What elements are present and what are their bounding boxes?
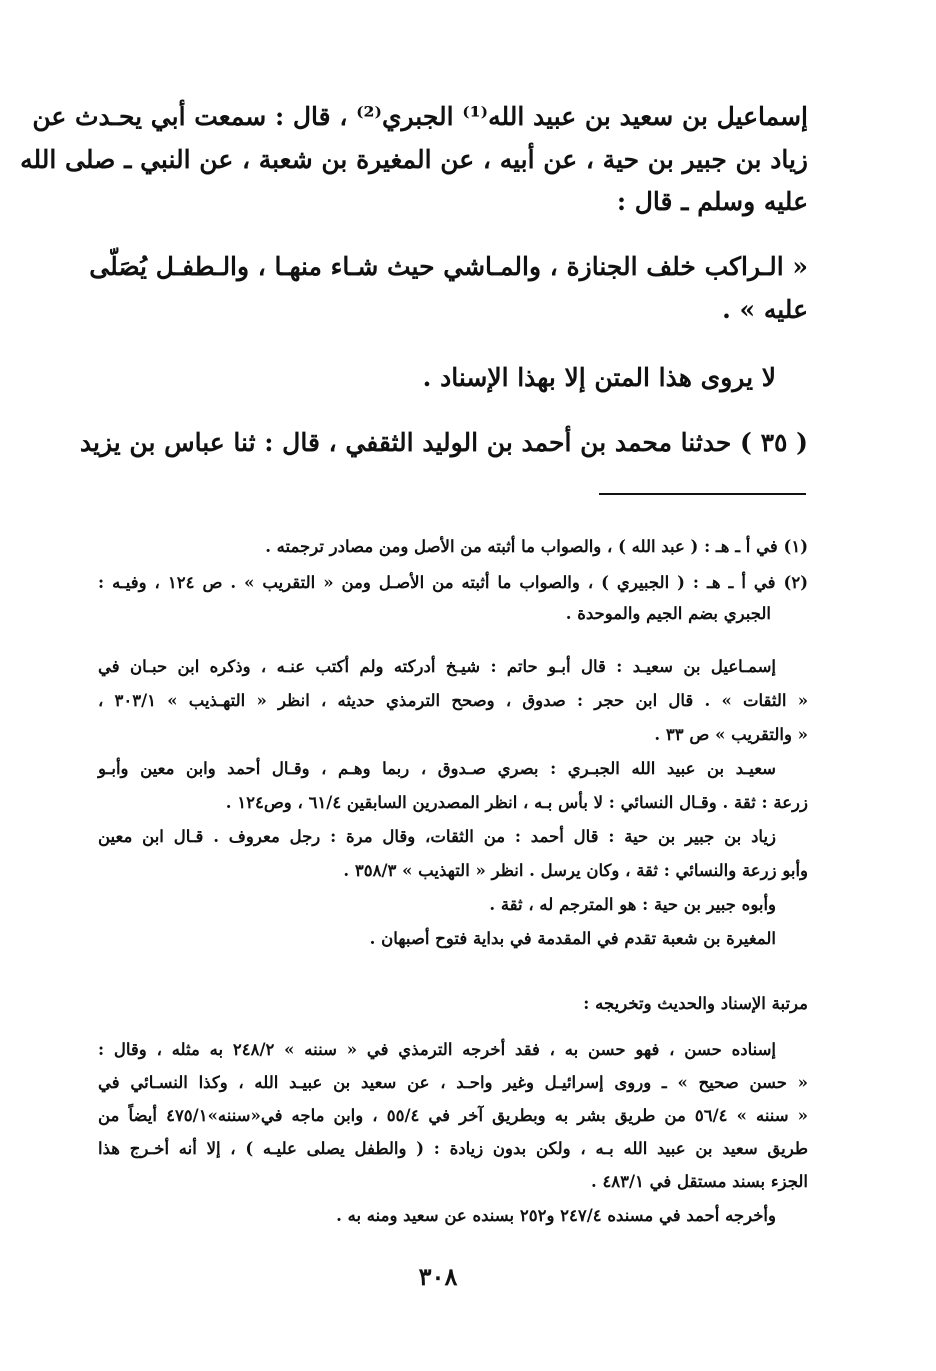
- hadith-text-line-1: « الـراكب خلف الجنازة ، والمـاشي حيث شـاء منهـا ، والـطفـل يُصَلّى: [89, 252, 808, 281]
- biography-line-9: المغيرة بن شعبة تقدم في المقدمة في بداية فتوح أصبهان .: [369, 929, 776, 948]
- comment-line: لا يروى هذا المتن إلا بهذا الإسناد .: [422, 363, 776, 392]
- footnote-2-line-1: (٢) في أ ـ هـ : ( الجبيري ) ، والصواب ما أثبته من الأصـل ومن « التقريب » . ص ١٢٤ ، وفيـه :: [98, 573, 808, 592]
- footnote-separator: [599, 493, 806, 495]
- biography-line-4: سعيـد بن عبيد الله الجبـري : بصري صـدوق ، ربما وهـم ، وقـال أحمد وابن معين وأبـو: [98, 759, 776, 778]
- grading-line-2: « حسن صحيح » ـ وروى إسرائيـل وغير واحـد ، عن سعيد بن عبيـد الله ، وكذا النسـائي في: [98, 1073, 808, 1092]
- grading-line-4: طريق سعيد بن عبيد الله بـه ، ولكن بدون زيادة : ( والطفل يصلى عليـه ) ، إلا أنه أخـرج هذا: [98, 1139, 808, 1158]
- biography-line-3: « والتقريب » ص ٣٣ .: [654, 725, 808, 744]
- biography-line-1: إسمـاعيل بن سعيـد : قال أبـو حاتم : شيـخ أدركته ولم أكتب عنـه ، وذكره ابن حبـان في: [98, 657, 776, 676]
- biography-line-7: وأبو زرعة والنسائي : ثقة ، وكان يرسل . انظر « التهذيب » ٣٥٨/٣ .: [343, 861, 808, 880]
- body-line-3: عليه وسلم ـ قال :: [616, 187, 808, 216]
- grading-line-1: إسناده حسن ، فهو حسن به ، فقد أخرجه الترمذي في « سننه » ٢٤٨/٢ به مثله ، وقال :: [98, 1040, 776, 1059]
- grading-line-6: وأخرجه أحمد في مسنده ٢٤٧/٤ و٢٥٢ بسنده عن سعيد ومنه به .: [336, 1206, 776, 1225]
- biography-line-5: زرعة : ثقة . وقـال النسائي : لا بأس بـه ، انظر المصدرين السابقين ٦١/٤ ، وص١٢٤ .: [225, 793, 808, 812]
- next-hadith-line: ( ٣٥ ) حدثنا محمد بن أحمد بن الوليد الثقفي ، قال : ثنا عباس بن يزيد: [79, 428, 808, 457]
- footnote-2-line-2: الجبري بضم الجيم والموحدة .: [565, 604, 771, 623]
- body-line-2: زياد بن جبير بن حية ، عن أبيه ، عن المغيرة بن شعبة ، عن النبي ـ صلى الله: [20, 145, 808, 174]
- biography-line-8: وأبوه جبير بن حية : هو المترجم له ، ثقة .: [489, 895, 776, 914]
- grading-line-5: الجزء بسند مستقل في ٤٨٣/١ .: [590, 1172, 808, 1191]
- grading-heading: مرتبة الإسناد والحديث وتخريجه :: [583, 994, 808, 1013]
- biography-line-6: زياد بن جبير بن حية : قال أحمد : من الثقات، وقال مرة : رجل معروف . قـال ابن معين: [98, 827, 776, 846]
- biography-line-2: « الثقات » . قال ابن حجر : صدوق ، وصحح الترمذي حديثه ، انظر « التهـذيب » ٣٠٣/١ ،: [98, 691, 809, 710]
- body-line-1: إسماعيل بن سعيد بن عبيد الله⁽¹⁾ الجبري⁽²⁾ ، قال : سمعت أبي يحـدث عن: [32, 102, 808, 131]
- grading-line-3: « سننه » ٥٦/٤ من طريق بشر به وبطريق آخر في ٥٥/٤ ، وابن ماجه في«سننه»٤٧٥/١ أيضاً من: [98, 1106, 808, 1125]
- footnote-1: (١) في أ ـ هـ : ( عبد الله ) ، والصواب ما أثبته من الأصل ومن مصادر ترجمته .: [265, 537, 808, 556]
- page-number: ٣٠٨: [418, 1262, 458, 1291]
- hadith-text-line-2: عليه » .: [722, 295, 808, 324]
